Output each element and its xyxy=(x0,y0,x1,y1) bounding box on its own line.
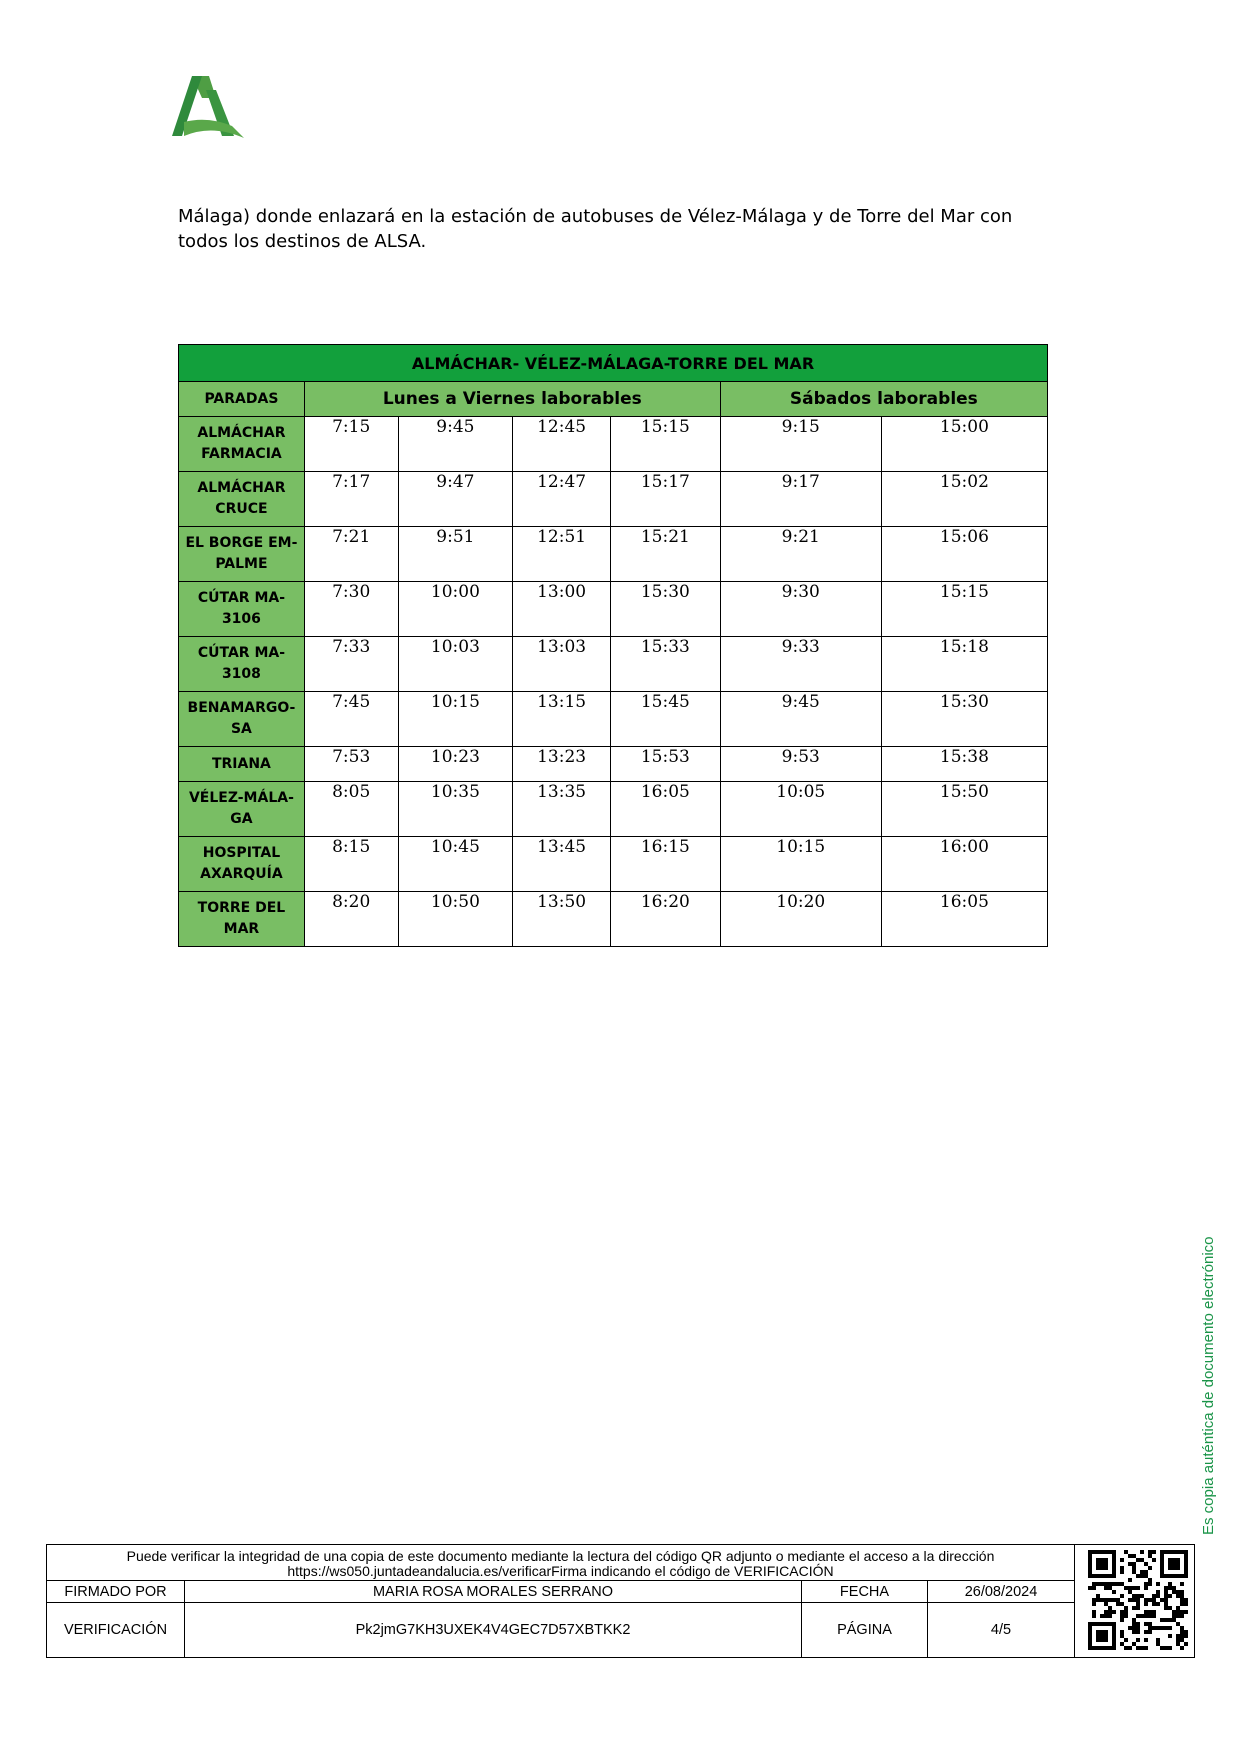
schedule-row xyxy=(179,747,1048,782)
departure-time: 15:33 xyxy=(610,637,720,692)
departure-time: 9:47 xyxy=(398,472,513,527)
signed-by-label: FIRMADO POR xyxy=(47,1581,185,1603)
departure-time: 16:00 xyxy=(881,837,1047,892)
departure-time: 13:23 xyxy=(513,747,611,782)
departure-time: 10:50 xyxy=(398,892,513,947)
departure-time: 15:02 xyxy=(881,472,1047,527)
departure-time: 9:17 xyxy=(720,472,881,527)
departure-time: 15:15 xyxy=(881,582,1047,637)
departure-time: 10:00 xyxy=(398,582,513,637)
page-value: 4/5 xyxy=(928,1603,1075,1657)
departure-time: 10:05 xyxy=(720,782,881,837)
stop-name: TORRE DEL MAR xyxy=(179,892,305,947)
date-label: FECHA xyxy=(802,1581,928,1603)
header-saturdays: Sábados laborables xyxy=(720,382,1047,417)
departure-time: 7:45 xyxy=(304,692,398,747)
stop-name: BENAMARGO-SA xyxy=(179,692,305,747)
departure-time: 10:03 xyxy=(398,637,513,692)
page-label: PÁGINA xyxy=(802,1603,928,1657)
departure-time: 15:30 xyxy=(881,692,1047,747)
departure-time: 16:05 xyxy=(610,782,720,837)
departure-time: 16:05 xyxy=(881,892,1047,947)
verification-code: Pk2jmG7KH3UXEK4V4GEC7D57XBTKK2 xyxy=(185,1603,802,1657)
departure-time: 10:15 xyxy=(398,692,513,747)
departure-time: 7:30 xyxy=(304,582,398,637)
stop-name: TRIANA xyxy=(179,747,305,782)
schedule-row xyxy=(179,637,1048,692)
departure-time: 9:45 xyxy=(720,692,881,747)
departure-time: 10:20 xyxy=(720,892,881,947)
departure-time: 10:15 xyxy=(720,837,881,892)
departure-time: 13:15 xyxy=(513,692,611,747)
schedule-row xyxy=(179,837,1048,892)
departure-time: 15:15 xyxy=(610,417,720,472)
departure-time: 9:51 xyxy=(398,527,513,582)
departure-time: 15:53 xyxy=(610,747,720,782)
header-weekdays: Lunes a Viernes laborables xyxy=(304,382,720,417)
departure-time: 15:06 xyxy=(881,527,1047,582)
departure-time: 7:15 xyxy=(304,417,398,472)
departure-time: 15:45 xyxy=(610,692,720,747)
intro-paragraph: Málaga) donde enlazará en la estación de autobuses de Vélez-Málaga y de Torre del Mar con todos los destinos de ALSA. xyxy=(178,206,1013,252)
header-stops: PARADAS xyxy=(179,382,305,417)
departure-time: 8:05 xyxy=(304,782,398,837)
departure-time: 13:03 xyxy=(513,637,611,692)
departure-time: 10:45 xyxy=(398,837,513,892)
schedule-row xyxy=(179,417,1048,472)
stop-name: CÚTAR MA-3108 xyxy=(179,637,305,692)
schedule-row xyxy=(179,527,1048,582)
departure-time: 7:21 xyxy=(304,527,398,582)
departure-time: 7:53 xyxy=(304,747,398,782)
departure-time: 8:15 xyxy=(304,837,398,892)
departure-time: 16:20 xyxy=(610,892,720,947)
schedule-row xyxy=(179,582,1048,637)
departure-time: 16:15 xyxy=(610,837,720,892)
stop-name: HOSPITAL AXARQUÍA xyxy=(179,837,305,892)
departure-time: 10:23 xyxy=(398,747,513,782)
stop-name: ALMÁCHAR FARMACIA xyxy=(179,417,305,472)
departure-time: 13:50 xyxy=(513,892,611,947)
departure-time: 9:33 xyxy=(720,637,881,692)
departure-time: 9:30 xyxy=(720,582,881,637)
stop-name: VÉLEZ-MÁLA-GA xyxy=(179,782,305,837)
verification-label: VERIFICACIÓN xyxy=(47,1603,185,1657)
schedule-row xyxy=(179,782,1048,837)
departure-time: 10:35 xyxy=(398,782,513,837)
qr-code-icon xyxy=(1088,1550,1188,1650)
signed-by-value: MARIA ROSA MORALES SERRANO xyxy=(185,1581,802,1603)
departure-time: 12:45 xyxy=(513,417,611,472)
junta-andalucia-logo-icon xyxy=(172,76,244,140)
stop-name: EL BORGE EM-PALME xyxy=(179,527,305,582)
departure-time: 15:17 xyxy=(610,472,720,527)
departure-time: 15:18 xyxy=(881,637,1047,692)
departure-time: 13:45 xyxy=(513,837,611,892)
departure-time: 15:30 xyxy=(610,582,720,637)
departure-time: 15:38 xyxy=(881,747,1047,782)
verification-footer xyxy=(46,1544,1195,1658)
authentic-copy-note: Es copia auténtica de documento electrónico xyxy=(1200,1236,1217,1535)
verification-notice: Puede verificar la integridad de una copia de este documento mediante la lectura del código QR adjunto o mediante el acceso a la dirección https://ws050.juntadeandalucia.es/verificarFirma indicando el código de VERIFICACIÓN xyxy=(47,1545,1075,1581)
departure-time: 7:33 xyxy=(304,637,398,692)
departure-time: 9:15 xyxy=(720,417,881,472)
departure-time: 13:35 xyxy=(513,782,611,837)
departure-time: 9:45 xyxy=(398,417,513,472)
departure-time: 12:51 xyxy=(513,527,611,582)
date-value: 26/08/2024 xyxy=(928,1581,1075,1603)
schedule-row xyxy=(179,472,1048,527)
departure-time: 15:00 xyxy=(881,417,1047,472)
stop-name: ALMÁCHAR CRUCE xyxy=(179,472,305,527)
departure-time: 12:47 xyxy=(513,472,611,527)
bus-schedule-table xyxy=(178,344,1048,947)
departure-time: 9:53 xyxy=(720,747,881,782)
departure-time: 15:50 xyxy=(881,782,1047,837)
departure-time: 13:00 xyxy=(513,582,611,637)
departure-time: 8:20 xyxy=(304,892,398,947)
stop-name: CÚTAR MA-3106 xyxy=(179,582,305,637)
departure-time: 15:21 xyxy=(610,527,720,582)
departure-time: 9:21 xyxy=(720,527,881,582)
departure-time: 7:17 xyxy=(304,472,398,527)
schedule-row xyxy=(179,692,1048,747)
schedule-title: ALMÁCHAR- VÉLEZ-MÁLAGA-TORRE DEL MAR xyxy=(179,345,1048,382)
schedule-row xyxy=(179,892,1048,947)
